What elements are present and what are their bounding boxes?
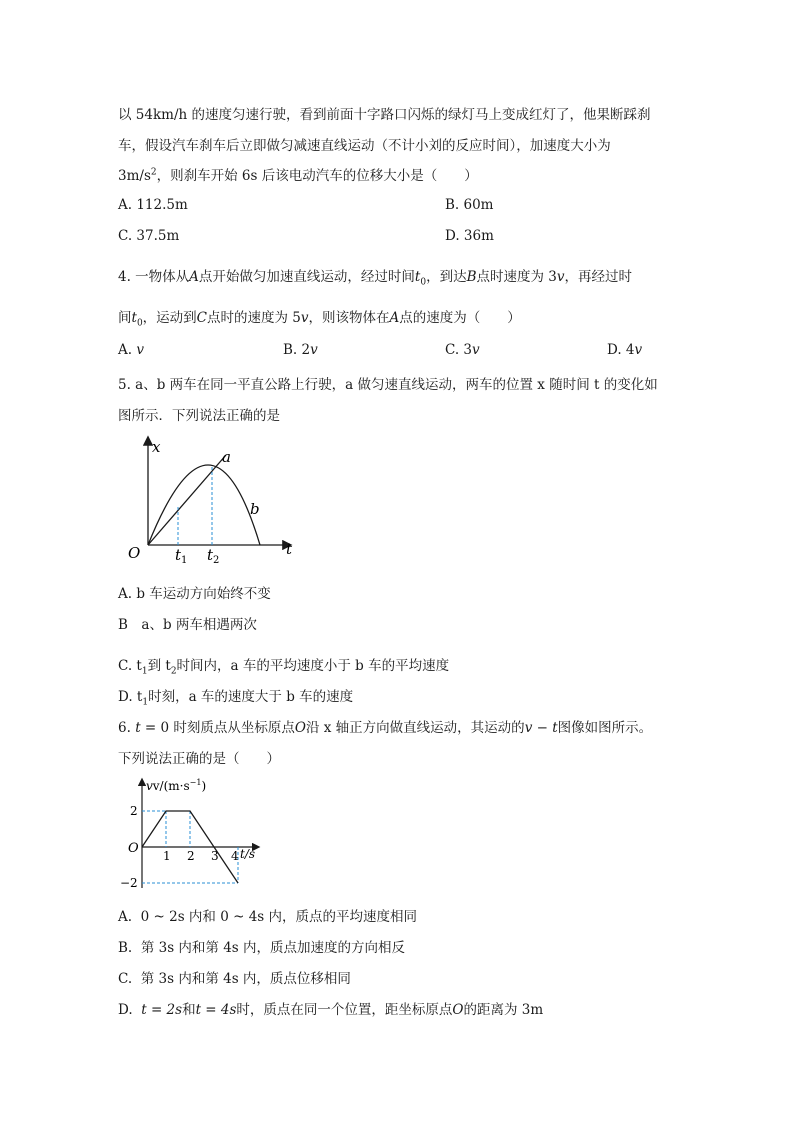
q3-text-line3: $3m/s^2$，则刹车开始 6s 后该电动汽车的位移大小是（ ） <box>118 167 478 184</box>
q6-vt-graph <box>118 772 278 892</box>
q6-option-b: B. 第 3s 内和第 4s 内，质点加速度的方向相反 <box>118 940 406 956</box>
t1-label: $t_1$ <box>175 546 188 565</box>
label-b: b <box>250 500 260 518</box>
t-axis-label: t <box>286 540 293 558</box>
q5-text-line1: 5. a、b 两车在同一平直公路上行驶，a 做匀速直线运动，两车的位置 x 随时间 t 的变化如 <box>118 377 658 393</box>
q4-option-b: B. 2v <box>283 342 318 358</box>
q6-option-a: A. 0 ~ 2s 内和 0 ~ 4s 内，质点的平均速度相同 <box>118 909 418 925</box>
q4-option-a: A. v <box>118 342 144 358</box>
q3-option-a: A. 112.5m <box>118 197 188 213</box>
t2-label: $t_2$ <box>207 546 220 565</box>
q3-option-c: C. 37.5m <box>118 228 180 244</box>
q5-option-c: C. $t_1$到 $t_2$时间内，a 车的平均速度小于 b 车的平均速度 <box>118 658 450 677</box>
q6-option-c: C. 第 3s 内和第 4s 内，质点位移相同 <box>118 971 351 987</box>
q5-option-a: A. b 车运动方向始终不变 <box>118 586 271 602</box>
origin-label: O <box>128 841 139 856</box>
tick-y-m2: −2 <box>120 876 138 890</box>
q5-text-line2: 图所示．下列说法正确的是 <box>118 408 280 424</box>
tick-x-4: 4 <box>231 849 239 863</box>
tick-x-1: 1 <box>163 849 171 863</box>
line-a <box>148 455 226 545</box>
q5-option-d: D. $t_1$时刻，a 车的速度大于 b 车的速度 <box>118 689 354 708</box>
v-axis-label: $vv/(m\cdot s^{-1})$ <box>146 778 207 793</box>
q3-text-line1: 以 54km/h 的速度匀速行驶，看到前面十字路口闪烁的绿灯马上变成红灯了，他果断踩刹 <box>118 107 651 123</box>
t-axis-label: t/s <box>240 847 256 861</box>
tick-y-2: 2 <box>130 804 138 818</box>
q6-text-line2: 下列说法正确的是（ ） <box>118 751 280 767</box>
q3-option-d: D. 36m <box>445 228 494 244</box>
origin-label: O <box>128 544 141 562</box>
tick-x-3: 3 <box>211 849 219 863</box>
q6-option-d: D. t = 2s和t = 4s时，质点在同一个位置，距坐标原点O的距离为 3m <box>118 1002 544 1018</box>
q5-option-b: B a、b 两车相遇两次 <box>118 617 257 633</box>
tick-x-2: 2 <box>187 849 195 863</box>
q3-text-line2: 车，假设汽车刹车后立即做匀减速直线运动（不计小刘的反应时间），加速度大小为 <box>118 138 611 154</box>
q6-text-line1: 6. t = 0 时刻质点从坐标原点O沿 x 轴正方向做直线运动，其运动的v − t图像如图所示。 <box>118 720 653 736</box>
q4-option-c: C. 3v <box>445 342 480 358</box>
q4-text-line1: 4. 一物体从A点开始做匀加速直线运动，经过时间$t_0$，到达B点时速度为 3v，再经过时 <box>118 269 633 288</box>
curve-b <box>148 465 260 545</box>
x-axis-label: x <box>152 438 161 456</box>
label-a: a <box>222 448 231 466</box>
q3-option-b: B. 60m <box>445 197 494 213</box>
q4-option-d: D. 4v <box>607 342 643 358</box>
q5-xt-graph <box>120 430 310 565</box>
q4-text-line2: 间$t_0$，运动到C点时的速度为 5v，则该物体在A点的速度为（ ） <box>118 310 521 329</box>
